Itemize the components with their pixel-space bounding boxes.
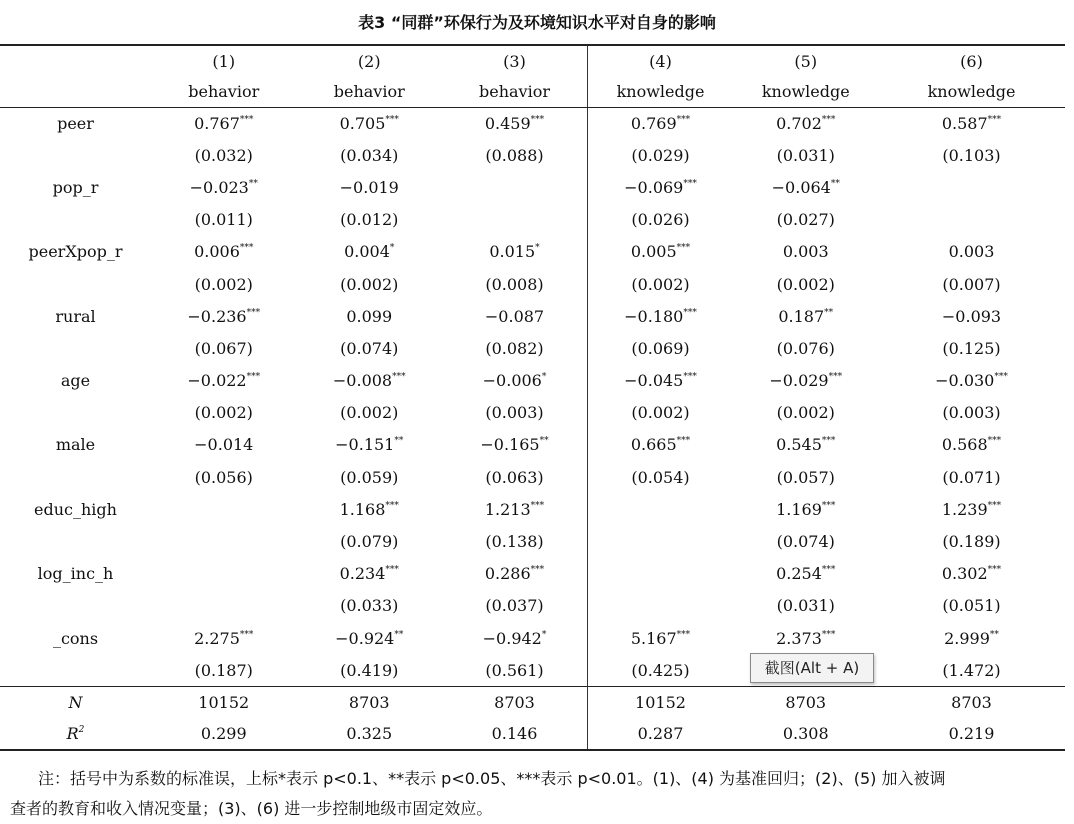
coefficient-value: −0.030: [935, 371, 995, 391]
significance-stars: ***: [239, 114, 254, 125]
coef-row: [0, 558, 1065, 590]
variable-label-blank: [0, 525, 151, 557]
standard-error-cell: (0.059): [340, 467, 399, 487]
statistic-value: 0.219: [879, 718, 1065, 750]
coefficient-cell: [442, 236, 588, 268]
variable-label: _cons: [52, 628, 99, 648]
note-line-2: 查者的教育和收入情况变量；(3)、(6) 进一步控制地级市固定效应。: [10, 799, 493, 818]
coefficient-cell: [588, 171, 734, 203]
coefficient-cell: [879, 429, 1065, 461]
standard-error-cell: (0.074): [340, 338, 399, 358]
standard-error-cell: (0.032): [194, 145, 253, 165]
standard-error-cell: (0.027): [776, 210, 835, 230]
significance-stars: ***: [994, 372, 1008, 383]
coefficient-value: 0.187: [778, 306, 825, 326]
coefficient-value: 0.587: [941, 113, 988, 133]
standard-error-cell: [588, 525, 734, 557]
significance-stars: ***: [987, 436, 1002, 447]
variable-label-blank: [0, 268, 151, 300]
coefficient-cell: [733, 171, 879, 203]
coefficient-value: 1.169: [776, 499, 822, 519]
variable-label-blank: [0, 139, 151, 171]
se-row: [0, 332, 1065, 364]
coef-row: [0, 300, 1065, 332]
statistic-value: 8703: [733, 686, 879, 718]
se-row: [0, 139, 1065, 171]
standard-error-cell: (0.074): [776, 532, 835, 552]
coef-row: [0, 236, 1065, 268]
standard-error-cell: (0.003): [442, 397, 588, 429]
significance-stars: ***: [676, 629, 691, 640]
standard-error-cell: (0.054): [631, 467, 690, 487]
coefficient-value: −0.165: [480, 435, 540, 455]
significance-stars: ***: [246, 307, 261, 318]
coefficient-cell: [151, 107, 297, 139]
standard-error-cell: (0.031): [776, 145, 835, 165]
se-row: [0, 397, 1065, 429]
variable-label: peer: [57, 113, 94, 133]
standard-error-cell: [151, 590, 297, 622]
coefficient-cell: [297, 171, 443, 203]
coefficient-cell: [879, 365, 1065, 397]
statistic-label-text: R: [66, 724, 79, 744]
standard-error-cell: (1.472): [942, 660, 1001, 680]
coefficient-value: −0.236: [187, 306, 247, 326]
coefficient-cell: [879, 493, 1065, 525]
standard-error-cell: (0.067): [194, 338, 253, 358]
significance-stars: ***: [676, 114, 691, 125]
dependent-variable: behavior: [151, 76, 297, 107]
coefficient-cell: [588, 365, 734, 397]
standard-error-cell: (0.033): [340, 596, 399, 616]
standard-error-cell: (0.088): [442, 139, 588, 171]
variable-label: pop_r: [52, 177, 99, 197]
standard-error-cell: (0.003): [942, 403, 1001, 423]
header-corner: [0, 76, 151, 107]
statistic-value: 10152: [588, 686, 734, 718]
statistic-value: 8703: [442, 686, 588, 718]
coefficient-cell: [879, 558, 1065, 590]
coef-row: [0, 171, 1065, 203]
statistic-label: [0, 718, 151, 750]
dependent-variable: behavior: [297, 76, 443, 107]
coefficient-value: 0.568: [941, 435, 988, 455]
variable-label-blank: [0, 204, 151, 236]
standard-error-cell: (0.069): [631, 338, 690, 358]
standard-error-cell: (0.082): [442, 332, 588, 364]
standard-error-cell: (0.189): [942, 532, 1001, 552]
coefficient-value: −0.087: [484, 306, 545, 326]
coefficient-cell: [151, 493, 297, 525]
standard-error-cell: (0.002): [776, 403, 835, 423]
coefficient-value: −0.064: [771, 177, 831, 197]
coefficient-value: 0.006: [194, 242, 240, 262]
coefficient-cell: [297, 429, 443, 461]
standard-error-cell: (0.063): [442, 461, 588, 493]
standard-error-cell: (0.076): [776, 338, 835, 358]
coefficient-value: 0.234: [339, 564, 386, 584]
statistic-value: 0.287: [588, 718, 734, 750]
column-number: (3): [442, 45, 588, 76]
coefficient-cell: [879, 107, 1065, 139]
coef-row: [0, 622, 1065, 654]
coefficient-value: 0.459: [484, 113, 531, 133]
significance-stars: ***: [987, 565, 1002, 576]
se-row: [0, 268, 1065, 300]
coefficient-value: −0.029: [769, 371, 829, 391]
coefficient-cell: [151, 171, 297, 203]
coefficient-value: 0.015: [489, 242, 536, 262]
significance-stars: *: [389, 243, 395, 254]
coefficient-cell: [733, 493, 879, 525]
significance-stars: **: [248, 178, 258, 189]
variable-label-blank: [0, 654, 151, 686]
coefficient-cell: [733, 365, 879, 397]
variable-label: log_inc_h: [37, 564, 114, 584]
header-row-depvars: [0, 76, 1065, 107]
standard-error-cell: (0.419): [340, 660, 399, 680]
column-number: (6): [879, 45, 1065, 76]
coefficient-cell: [588, 300, 734, 332]
variable-label: male: [55, 435, 96, 455]
coefficient-cell: [442, 493, 588, 525]
coefficient-cell: [588, 429, 734, 461]
standard-error-cell: (0.051): [942, 596, 1001, 616]
significance-stars: ***: [987, 114, 1002, 125]
standard-error-cell: (0.002): [631, 403, 690, 423]
coefficient-value: −0.008: [332, 371, 393, 391]
coefficient-cell: [442, 300, 588, 332]
coef-row: [0, 365, 1065, 397]
header-corner: [0, 45, 151, 76]
coefficient-value: 0.254: [776, 564, 822, 584]
coefficient-cell: [879, 300, 1065, 332]
table-note: [10, 764, 1064, 824]
significance-stars: ***: [246, 372, 261, 383]
significance-stars: ***: [821, 114, 836, 125]
significance-stars: **: [394, 629, 404, 640]
standard-error-cell: (0.002): [194, 403, 253, 423]
significance-stars: ***: [683, 372, 697, 383]
variable-label: rural: [55, 306, 96, 326]
standard-error-cell: (0.008): [442, 268, 588, 300]
coefficient-cell: [297, 493, 443, 525]
coefficient-value: −0.069: [624, 177, 684, 197]
variable-label-blank: [0, 397, 151, 429]
se-row: [0, 461, 1065, 493]
coefficient-cell: [879, 236, 1065, 268]
coefficient-cell: [442, 429, 588, 461]
significance-stars: ***: [385, 565, 399, 576]
coefficient-value: 0.286: [484, 564, 531, 584]
coefficient-cell: [151, 365, 297, 397]
standard-error-cell: (0.125): [942, 338, 1001, 358]
table-title: 表3 “同群”环保行为及环境知识水平对自身的影响: [358, 13, 716, 32]
significance-stars: *: [535, 243, 540, 254]
significance-stars: ***: [385, 500, 399, 511]
coefficient-cell: [151, 429, 297, 461]
standard-error-cell: (0.012): [340, 210, 399, 230]
coefficient-cell: [733, 300, 879, 332]
statistic-value: 0.325: [297, 718, 443, 750]
standard-error-cell: (0.138): [442, 525, 588, 557]
coefficient-cell: [151, 236, 297, 268]
statistic-value: 0.299: [151, 718, 297, 750]
significance-stars: ***: [530, 500, 545, 511]
coefficient-value: 2.373: [776, 628, 822, 648]
statistic-label-superscript: 2: [78, 725, 85, 736]
significance-stars: ***: [676, 436, 691, 447]
column-number: (1): [151, 45, 297, 76]
coefficient-cell: [588, 622, 734, 654]
coefficient-value: 1.168: [339, 499, 386, 519]
coefficient-cell: [442, 107, 588, 139]
se-row: [0, 204, 1065, 236]
standard-error-cell: (0.037): [442, 590, 588, 622]
coefficient-cell: [588, 107, 734, 139]
coefficient-cell: [588, 493, 734, 525]
coefficient-value: −0.093: [941, 306, 1002, 326]
coef-row: [0, 493, 1065, 525]
coefficient-value: 0.702: [776, 113, 822, 133]
coefficient-value: 1.239: [941, 499, 988, 519]
standard-error-cell: (0.103): [942, 145, 1001, 165]
standard-error-cell: (0.002): [340, 274, 399, 294]
standard-error-cell: (0.002): [194, 274, 253, 294]
dependent-variable: knowledge: [733, 76, 879, 107]
significance-stars: **: [824, 307, 834, 318]
coefficient-value: −0.180: [624, 306, 684, 326]
significance-stars: ***: [676, 243, 691, 254]
significance-stars: ***: [239, 629, 254, 640]
coefficient-value: 1.213: [484, 499, 531, 519]
standard-error-cell: (0.034): [340, 145, 399, 165]
dependent-variable: knowledge: [588, 76, 734, 107]
significance-stars: ***: [821, 436, 836, 447]
standard-error-cell: (0.007): [942, 274, 1001, 294]
statistic-value: 8703: [297, 686, 443, 718]
coefficient-cell: [442, 558, 588, 590]
significance-stars: ***: [821, 500, 836, 511]
coefficient-value: 0.003: [948, 242, 995, 262]
coefficient-cell: [733, 107, 879, 139]
standard-error-cell: (0.011): [194, 210, 253, 230]
significance-stars: ***: [683, 307, 697, 318]
note-line-1: 注：括号中为系数的标准误，上标*表示 p<0.1、**表示 p<0.05、***表示 p<0.01。(1)、(4) 为基准回归；(2)、(5) 加入被调: [38, 769, 946, 788]
standard-error-cell: [879, 204, 1065, 236]
coefficient-value: −0.151: [335, 435, 395, 455]
statistic-row: [0, 686, 1065, 718]
coefficient-cell: [733, 236, 879, 268]
coefficient-value: 2.999: [944, 628, 990, 648]
coefficient-value: 0.003: [782, 242, 829, 262]
regression-table: [0, 44, 1065, 751]
significance-stars: ***: [392, 372, 406, 383]
significance-stars: *: [541, 629, 547, 640]
dependent-variable: knowledge: [879, 76, 1065, 107]
coefficient-value: 5.167: [630, 628, 677, 648]
significance-stars: ***: [530, 565, 545, 576]
dependent-variable: behavior: [442, 76, 588, 107]
coefficient-value: −0.924: [335, 628, 395, 648]
variable-label: age: [60, 371, 91, 391]
standard-error-cell: [442, 204, 588, 236]
statistic-label-text: N: [68, 693, 83, 713]
coefficient-cell: [879, 622, 1065, 654]
se-row: [0, 525, 1065, 557]
significance-stars: ***: [821, 565, 836, 576]
coef-row: [0, 429, 1065, 461]
coefficient-value: −0.019: [339, 177, 399, 197]
variable-label-blank: [0, 590, 151, 622]
significance-stars: ***: [987, 500, 1002, 511]
coefficient-value: 0.705: [339, 113, 386, 133]
statistic-label: [0, 686, 151, 718]
coefficient-value: 2.275: [194, 628, 240, 648]
column-number: (4): [588, 45, 734, 76]
coefficient-cell: [151, 622, 297, 654]
column-number: (2): [297, 45, 443, 76]
standard-error-cell: (0.002): [631, 274, 690, 294]
variable-label: educ_high: [34, 499, 117, 519]
significance-stars: ***: [828, 372, 843, 383]
variable-label-blank: [0, 461, 151, 493]
standard-error-cell: (0.002): [340, 403, 399, 423]
standard-error-cell: [151, 525, 297, 557]
standard-error-cell: (0.425): [631, 660, 690, 680]
coef-row: [0, 107, 1065, 139]
coefficient-cell: [588, 236, 734, 268]
coefficient-cell: [879, 171, 1065, 203]
screenshot-tooltip: 截图(Alt + A): [750, 653, 874, 683]
header-row-numbers: [0, 45, 1065, 76]
standard-error-cell: (0.002): [776, 274, 835, 294]
coefficient-value: −0.942: [482, 628, 542, 648]
statistic-value: 8703: [879, 686, 1065, 718]
standard-error-cell: (0.187): [194, 660, 253, 680]
significance-stars: ***: [821, 629, 836, 640]
significance-stars: ***: [683, 178, 697, 189]
standard-error-cell: (0.057): [776, 467, 835, 487]
standard-error-cell: [588, 590, 734, 622]
coefficient-value: 0.099: [346, 306, 393, 326]
coefficient-value: 0.769: [630, 113, 677, 133]
standard-error-cell: (0.056): [194, 467, 253, 487]
column-number: (5): [733, 45, 879, 76]
statistic-value: 10152: [151, 686, 297, 718]
significance-stars: **: [989, 629, 999, 640]
coefficient-cell: [151, 300, 297, 332]
significance-stars: ***: [239, 243, 254, 254]
coefficient-value: −0.023: [189, 177, 249, 197]
se-row: [0, 590, 1065, 622]
coefficient-value: 0.005: [630, 242, 677, 262]
standard-error-cell: (0.079): [340, 532, 399, 552]
coefficient-cell: [297, 622, 443, 654]
standard-error-cell: (0.561): [442, 654, 588, 686]
statistic-row: [0, 718, 1065, 750]
coefficient-cell: [297, 107, 443, 139]
variable-label-blank: [0, 332, 151, 364]
coefficient-value: 0.767: [194, 113, 240, 133]
significance-stars: ***: [385, 114, 399, 125]
variable-label: peerXpop_r: [28, 242, 123, 262]
standard-error-cell: (0.026): [631, 210, 690, 230]
coefficient-value: 0.004: [344, 242, 390, 262]
coefficient-value: −0.014: [194, 435, 254, 455]
coefficient-cell: [733, 622, 879, 654]
coefficient-cell: [297, 236, 443, 268]
se-row: [0, 654, 1065, 686]
standard-error-cell: (0.071): [942, 467, 1001, 487]
coefficient-cell: [297, 558, 443, 590]
standard-error-cell: (0.031): [776, 596, 835, 616]
coefficient-cell: [588, 558, 734, 590]
coefficient-value: 0.545: [776, 435, 822, 455]
coefficient-value: 0.302: [941, 564, 988, 584]
significance-stars: **: [830, 178, 840, 189]
coefficient-value: −0.045: [624, 371, 684, 391]
coefficient-cell: [733, 558, 879, 590]
coefficient-cell: [297, 300, 443, 332]
coefficient-cell: [442, 622, 588, 654]
coefficient-cell: [151, 558, 297, 590]
significance-stars: ***: [530, 114, 545, 125]
coefficient-value: 0.665: [630, 435, 677, 455]
standard-error-cell: (0.029): [631, 145, 690, 165]
significance-stars: *: [541, 372, 547, 383]
significance-stars: **: [394, 436, 404, 447]
coefficient-cell: [442, 171, 588, 203]
statistic-value: 0.308: [733, 718, 879, 750]
coefficient-cell: [733, 429, 879, 461]
coefficient-value: −0.022: [187, 371, 247, 391]
coefficient-cell: [442, 365, 588, 397]
significance-stars: **: [539, 436, 549, 447]
coefficient-value: −0.006: [482, 371, 542, 391]
coefficient-cell: [297, 365, 443, 397]
statistic-value: 0.146: [442, 718, 588, 750]
